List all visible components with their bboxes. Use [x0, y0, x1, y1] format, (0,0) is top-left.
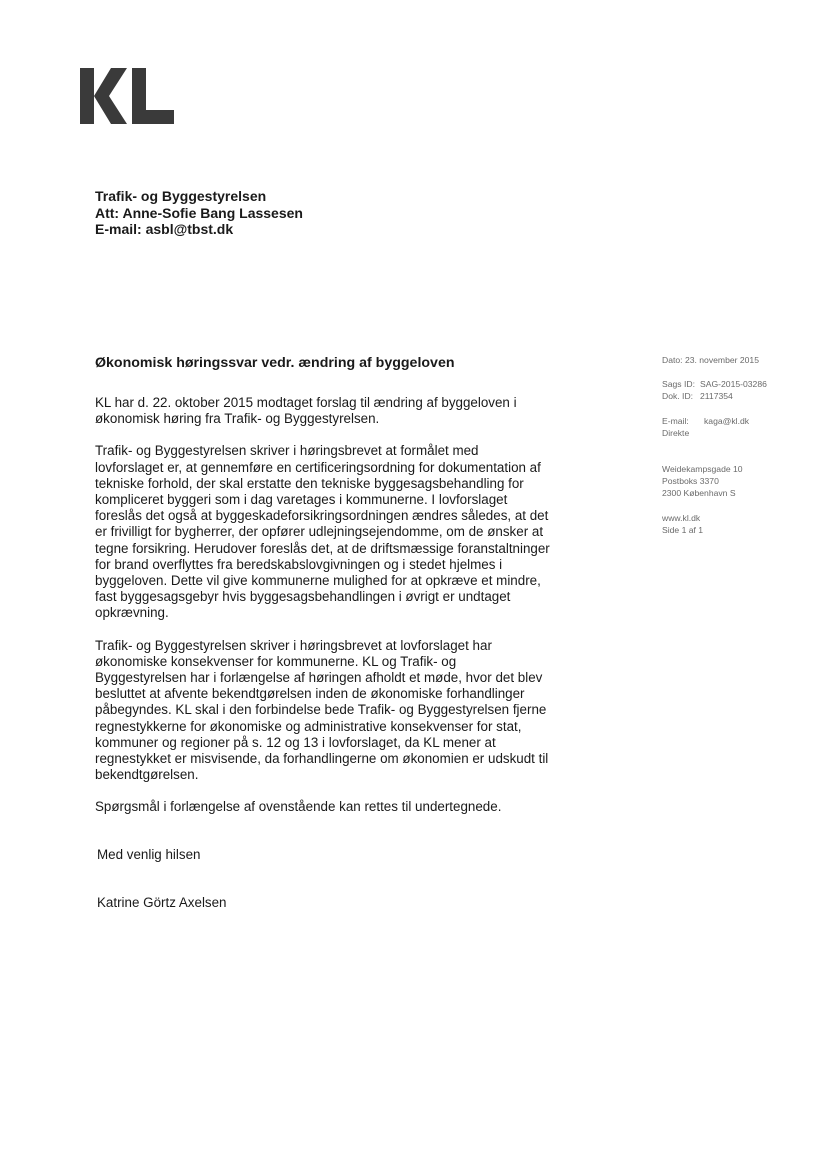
direkte-label: Direkte — [662, 427, 690, 438]
letter-metadata — [662, 354, 767, 536]
sags-row — [662, 378, 767, 390]
letter-body — [95, 395, 550, 832]
dok-row — [662, 390, 767, 402]
kl-logo — [78, 66, 176, 126]
recipient-email: E-mail: asbl@tbst.dk — [95, 221, 234, 237]
dok-label: Dok. ID: — [662, 391, 694, 402]
paragraph: Trafik- og Byggestyrelsen skriver i høringsbrevet at formålet med lovforslaget er, at gennemføre en certificeringsordning for dokumentation af tekniske forhold, der skal erstatte den tekniske byggesagsbehandling for kompliceret byggeri som i dag varetages i kommunerne. I lovforslaget foreslås det også at byggeskadeforsikringsordningen ændres således, at det er frivilligt for bygherrer, der opfører udlejningsejendomme, om de ønsker at tegne forsikring. Herudover foreslås det, at de driftsmæssige foranstaltninger for brand overflyttes fra beredskabslovgivningen og i stedet hjelmes i byggeloven. Dette vil give kommunerne mulighed for at opkræve et mindre, fast byggesagsgebyr hvis byggesagsbehandlingen i øvrigt er undtaget opkrævning. — [95, 443, 550, 621]
email-row — [662, 415, 767, 427]
address-line: 2300 København S — [662, 488, 736, 499]
website: www.kl.dk — [662, 512, 701, 523]
signature-name: Katrine Görtz Axelsen — [97, 895, 227, 910]
email-label: E-mail: — [662, 415, 689, 426]
page-number: Side 1 af 1 — [662, 524, 704, 535]
paragraph: Trafik- og Byggestyrelsen skriver i høringsbrevet at lovforslaget har økonomiske konsekvenser for kommunerne. KL og Trafik- og Byggestyrelsen har i forlængelse af høringen afholdt et møde, hvor det blev besluttet at afvente bekendtgørelsen inden de økonomiske forhandlinger påbegyndes. KL skal i den forbindelse bede Trafik- og Byggestyrelsen fjerne regnestykkerne for økonomiske og administrative konsekvenser for stat, kommuner og regioner på s. 12 og 13 i lovforslaget, da KL mener at regnestykket er misvisende, da forhandlingerne om økonomien er udskudt til bekendtgørelsen. — [95, 637, 549, 783]
letter-title: Økonomisk høringssvar vedr. ændring af byggeloven — [95, 355, 455, 371]
address-line: Weidekampsgade 10 — [662, 464, 743, 475]
recipient-att: Att: Anne-Sofie Bang Lassesen — [95, 204, 303, 221]
recipient-block — [95, 188, 303, 238]
date-row — [662, 354, 767, 366]
paragraph: Spørgsmål i forlængelse af ovenstående kan rettes til undertegnede. — [95, 799, 502, 815]
address-line: Postboks 3370 — [662, 476, 719, 487]
date-value: 23. november 2015 — [684, 355, 759, 365]
closing: Med venlig hilsen — [97, 847, 201, 862]
dok-value: 2117354 — [700, 391, 733, 402]
sags-value: SAG-2015-03286 — [700, 379, 767, 390]
paragraph: KL har d. 22. oktober 2015 modtaget forslag til ændring af byggeloven i økonomisk høring fra Trafik- og Byggestyrelsen. — [95, 395, 517, 427]
direkte-row — [662, 427, 767, 439]
recipient-org: Trafik- og Byggestyrelsen — [95, 188, 267, 204]
date-label: Dato: — [662, 355, 683, 365]
sags-label: Sags ID: — [662, 379, 695, 390]
email-value: kaga@kl.dk — [704, 415, 750, 426]
